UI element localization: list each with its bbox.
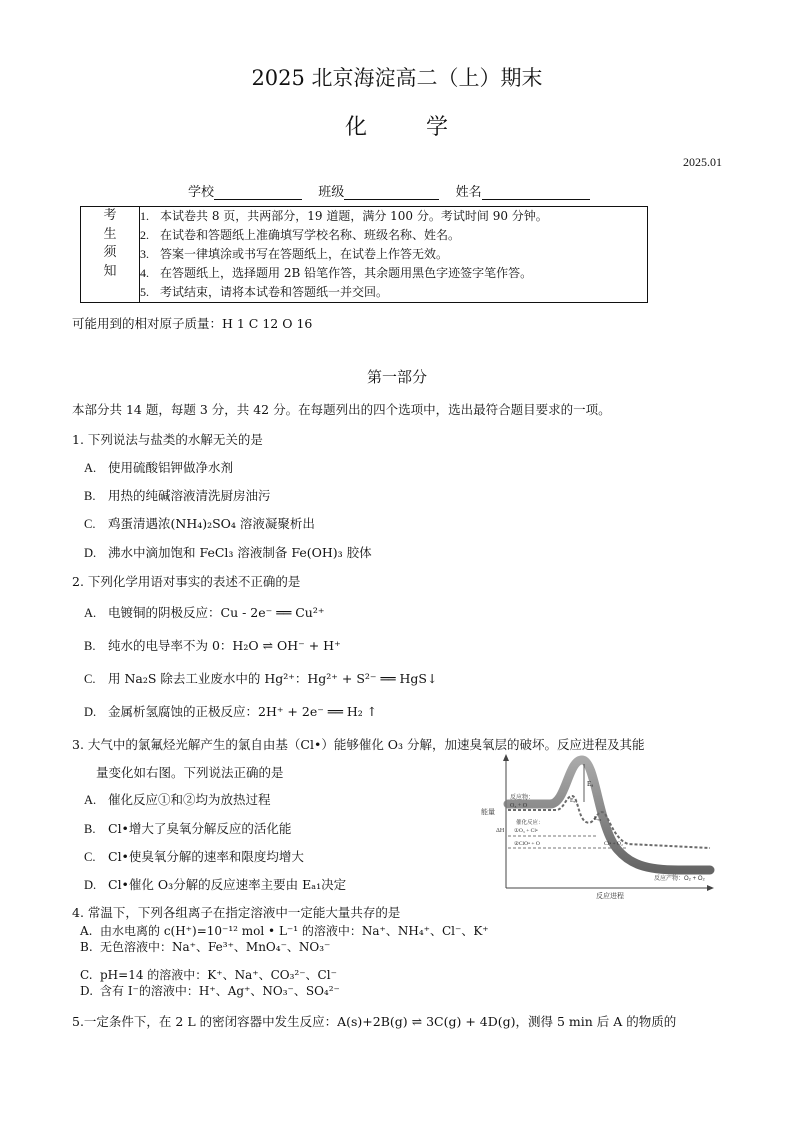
q4-option-a[interactable]: A. 由水电离的 c(H⁺)=10⁻¹² mol • L⁻¹ 的溶液中：Na⁺、NH₄⁺、Cl⁻、K⁺ [80, 924, 489, 938]
notice-item: 2. 在试卷和答题纸上准确填写学校名称、班级名称、姓名。 [140, 228, 461, 242]
name-blank[interactable] [482, 186, 590, 200]
step-2-label: ②ClO• + O [514, 841, 540, 847]
q1-option-c[interactable]: C. 鸡蛋清遇浓(NH₄)₂SO₄ 溶液凝聚析出 [84, 516, 315, 531]
subject-char-1: 化 [344, 115, 368, 140]
subject-char-2: 学 [426, 115, 450, 140]
uncatalyzed-path [508, 760, 710, 870]
delta-h-label: ΔH [496, 828, 505, 834]
part-intro: 本部分共 14 题，每题 3 分，共 42 分。在每题列出的四个选项中，选出最符合题目要求的一项。 [72, 402, 611, 417]
q4-option-b[interactable]: B. 无色溶液中：Na⁺、Fe³⁺、MnO₄⁻、NO₃⁻ [80, 940, 331, 954]
product-label: 反应产物：O₂ + O₂ [654, 876, 705, 882]
class-label: 班级 [318, 185, 345, 200]
question-5-stem: 5.一定条件下，在 2 L 的密闭容器中发生反应：A(s)+2B(g) ⇌ 3C(g) + 4D(g)，测得 5 min 后 A 的物质的 [72, 1014, 677, 1029]
part-title: 第一部分 [366, 368, 427, 386]
ea2-label: Eₐ₂ [594, 816, 602, 822]
school-label: 学校 [188, 185, 215, 200]
q4-option-d[interactable]: D. 含有 I⁻的溶液中：H⁺、Ag⁺、NO₃⁻、SO₄²⁻ [80, 984, 340, 998]
q2-option-d[interactable]: D. 金属析氢腐蚀的正极反应：2H⁺ + 2e⁻ ══ H₂ ↑ [84, 704, 378, 719]
energy-profile-diagram [478, 752, 716, 902]
exam-date: 2025.01 [683, 155, 722, 169]
page-title: 2025 北京海淀高二（上）期末 [251, 66, 543, 90]
notice-items [140, 207, 648, 303]
q3-option-c[interactable]: C. Cl•使臭氧分解的速率和限度均增大 [84, 849, 304, 864]
step-1-label: ①O₃ + Cl• [514, 828, 538, 834]
class-blank[interactable] [344, 186, 439, 200]
q4-option-c[interactable]: C. pH=14 的溶液中：K⁺、Na⁺、CO₃²⁻、Cl⁻ [80, 968, 337, 982]
question-3-stem-line-1: 3. 大气中的氯氟烃光解产生的氯自由基（Cl•）能够催化 O₃ 分解，加速臭氧层的破坏。反应进程及其能 [72, 737, 645, 752]
ea1-label: Eₐ₁ [570, 798, 578, 804]
catalyzed-label: 催化反应： [516, 820, 544, 826]
q3-option-a[interactable]: A. 催化反应①和②均为放热过程 [84, 792, 271, 807]
x-axis-arrow-icon [707, 885, 714, 891]
question-3-stem-line-2: 量变化如右图。下列说法正确的是 [96, 765, 284, 780]
q2-option-b[interactable]: B. 纯水的电导率不为 0：H₂O ⇌ OH⁻ + H⁺ [84, 638, 341, 653]
exam-notice-table [80, 206, 648, 303]
q3-option-d[interactable]: D. Cl•催化 O₃分解的反应速率主要由 Eₐ₁决定 [84, 877, 347, 892]
q2-option-a[interactable]: A. 电镀铜的阴极反应：Cu - 2e⁻ ══ Cu²⁺ [84, 605, 325, 620]
q3-option-b[interactable]: B. Cl•增大了臭氧分解反应的活化能 [84, 821, 292, 836]
step-2-product: Cl• + O₂ [604, 841, 623, 847]
q1-option-b[interactable]: B. 用热的纯碱溶液清洗厨房油污 [84, 488, 271, 503]
q1-option-d[interactable]: D. 沸水中滴加饱和 FeCl₃ 溶液制备 Fe(OH)₃ 胶体 [84, 545, 372, 560]
notice-item: 4. 在答题纸上，选择题用 2B 铅笔作答，其余题用黑色字迹签字笔作答。 [140, 266, 533, 280]
x-axis-label: 反应进程 [596, 893, 624, 900]
school-blank[interactable] [214, 186, 302, 200]
notice-item: 5. 考试结束，请将本试卷和答题纸一并交回。 [140, 285, 389, 299]
name-label: 姓名 [455, 185, 482, 200]
notice-item: 1. 本试卷共 8 页，共两部分，19 道题，满分 100 分。考试时间 90 分钟。 [140, 209, 548, 223]
reactant-label: 反应物： [510, 795, 535, 801]
notice-item: 3. 答案一律填涂或书写在答题纸上，在试卷上作答无效。 [140, 247, 449, 261]
question-1-stem: 1. 下列说法与盐类的水解无关的是 [72, 432, 263, 447]
q2-option-c[interactable]: C. 用 Na₂S 除去工业废水中的 Hg²⁺：Hg²⁺ + S²⁻ ══ HgS↓ [84, 671, 438, 686]
question-4-stem: 4. 常温下，下列各组离子在指定溶液中一定能大量共存的是 [72, 905, 401, 920]
student-info-line [188, 181, 590, 200]
notice-label: 考 生 须 知 [81, 207, 140, 303]
subject-title [0, 110, 794, 141]
y-axis-arrow-icon [503, 754, 509, 761]
atomic-masses: 可能用到的相对原子质量：H 1 C 12 O 16 [72, 316, 313, 331]
ea-label: Eₐ [587, 780, 594, 788]
question-2-stem: 2. 下列化学用语对事实的表述不正确的是 [72, 574, 301, 589]
q1-option-a[interactable]: A. 使用硫酸铝钾做净水剂 [84, 460, 234, 475]
reactant-formula: O₃ + O [510, 803, 528, 809]
y-axis-label: 能量 [481, 809, 495, 816]
